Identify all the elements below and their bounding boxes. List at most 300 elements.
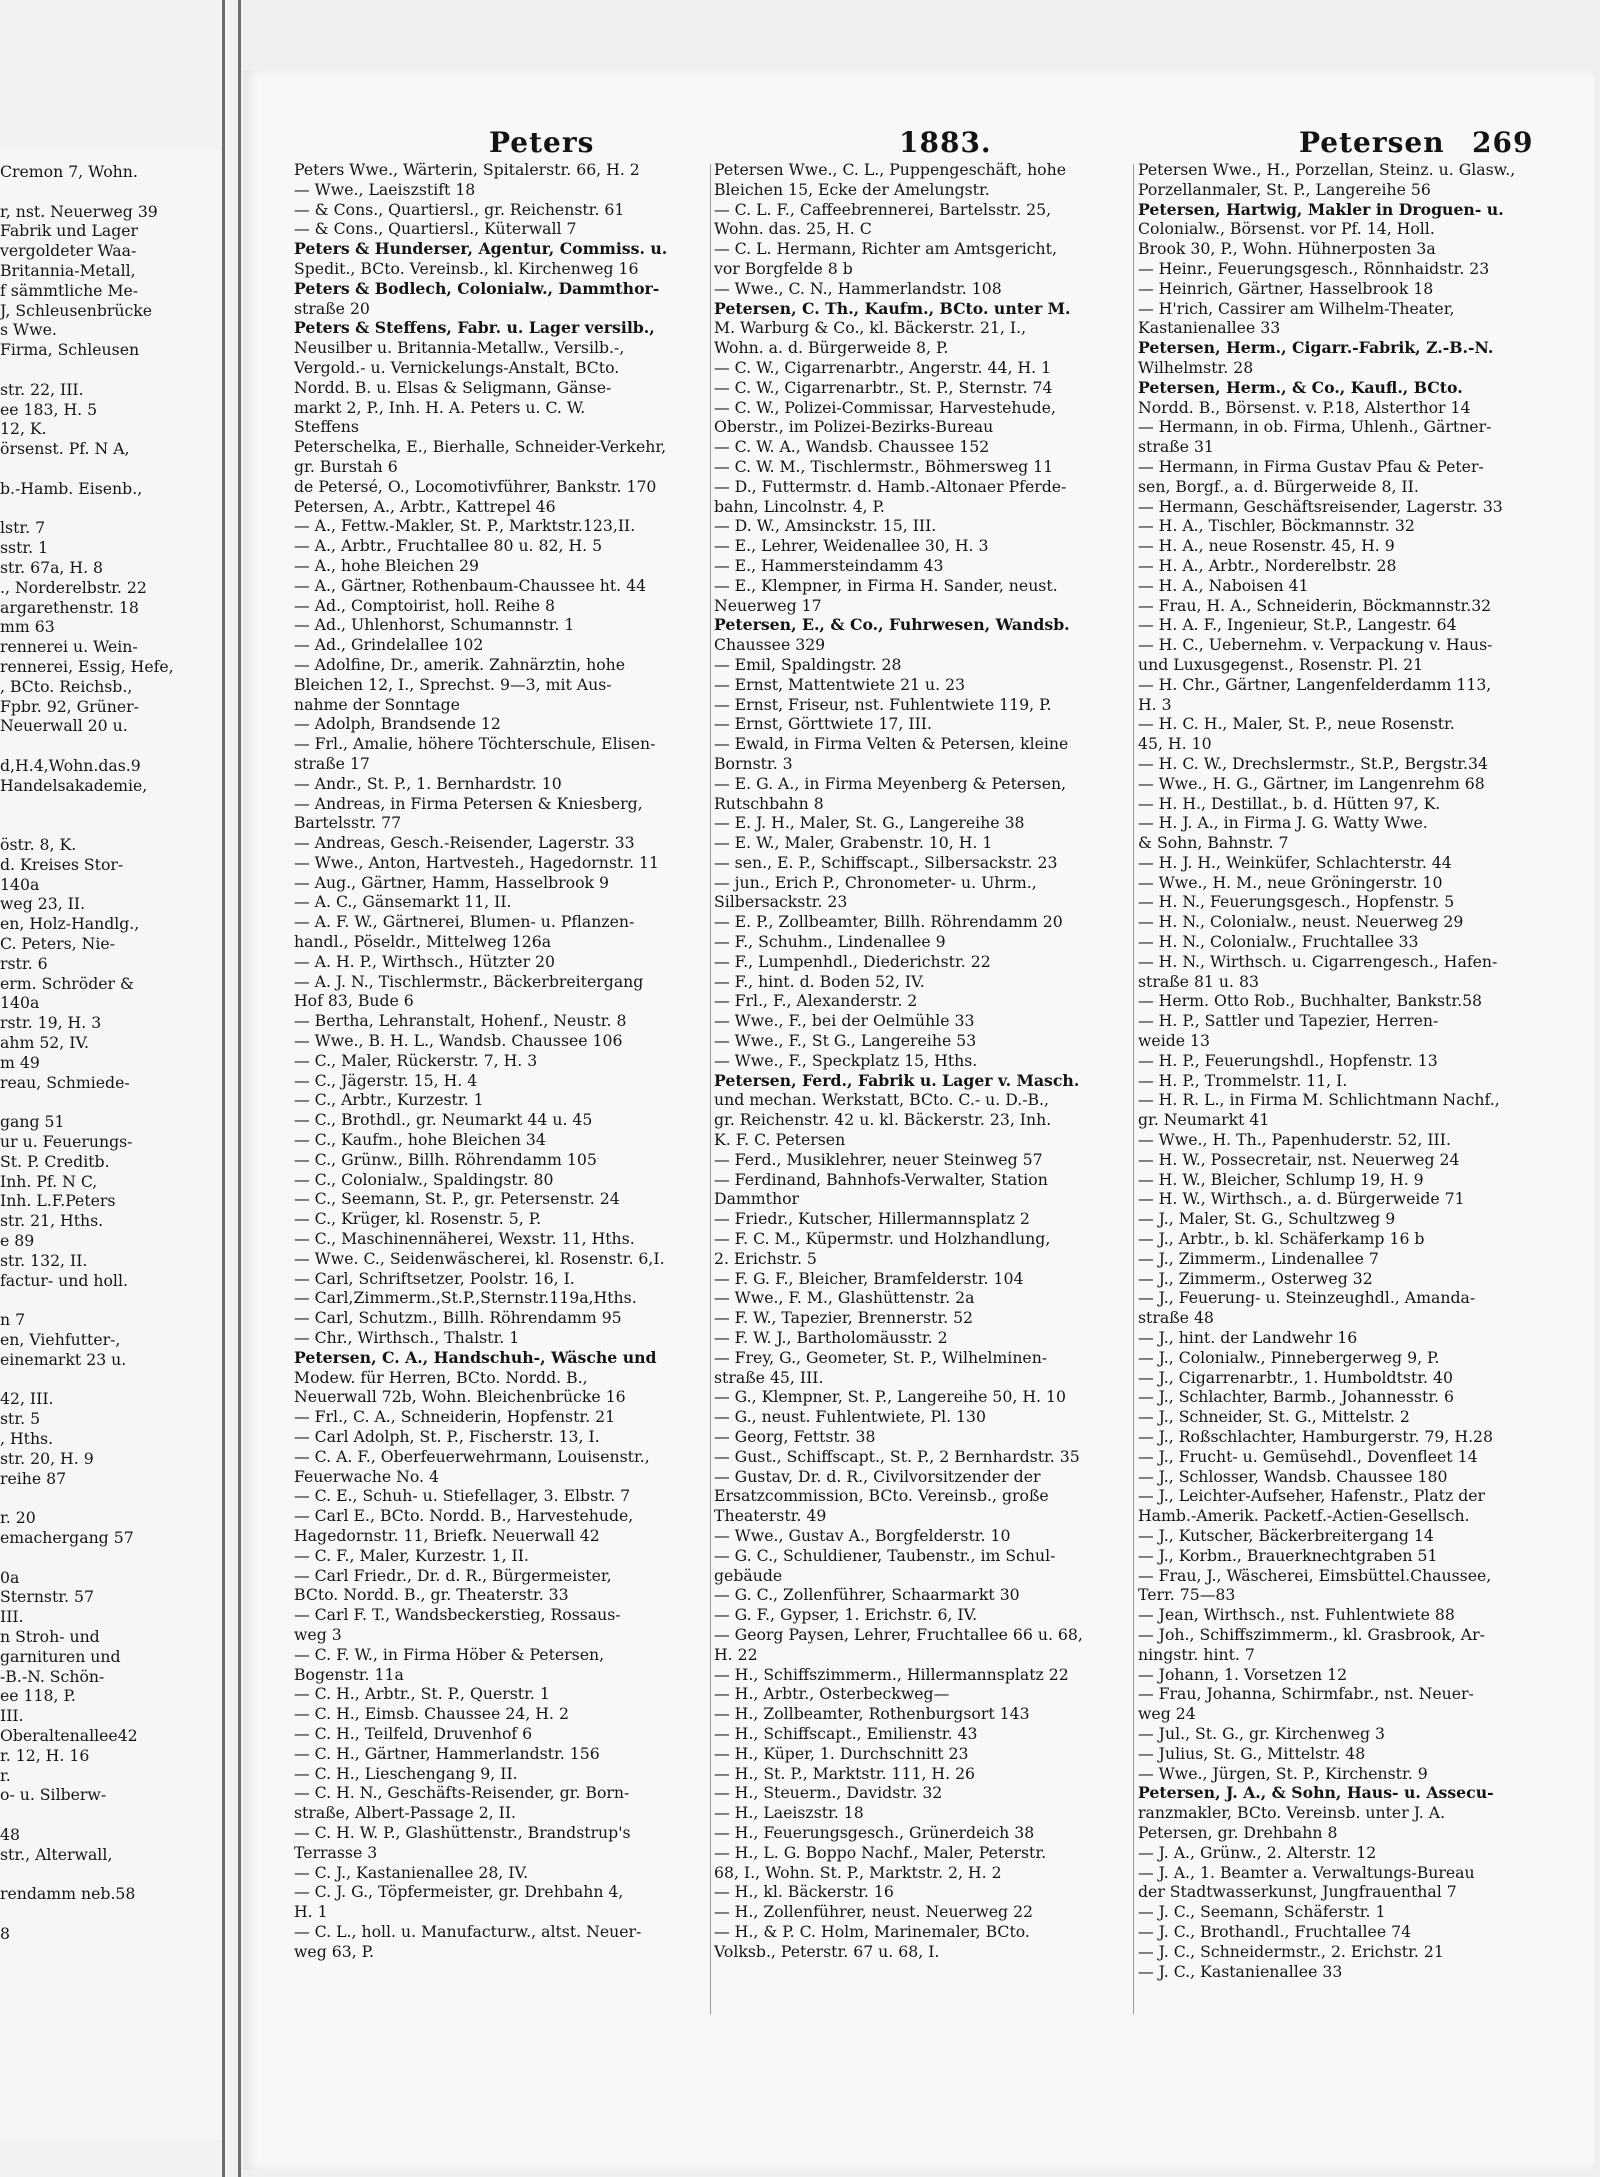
directory-entry-line: 2. Erichstr. 5 xyxy=(714,1248,817,1268)
directory-entry-line: Petersen Wwe., H., Porzellan, Steinz. u. Glasw., xyxy=(1138,160,1516,179)
directory-column-3 xyxy=(1138,160,1576,1981)
directory-entry-line: handl., Pöseldr., Mittelweg 126a xyxy=(294,932,552,952)
previous-page-line: , Hths. xyxy=(0,1429,54,1448)
previous-page-line: str., Alterwall, xyxy=(0,1844,113,1864)
directory-entry-line: — C. H., Arbtr., St. P., Querstr. 1 xyxy=(294,1684,550,1704)
previous-page-line: r. 20 xyxy=(0,1508,36,1528)
directory-entry-line: — Ferdinand, Bahnhofs-Verwalter, Station xyxy=(714,1169,1048,1189)
directory-entry-line: H. 22 xyxy=(714,1644,758,1664)
previous-page-line: 8 xyxy=(0,1923,10,1943)
directory-entry-line: — Hermann, Geschäftsreisender, Lagerstr. 33 xyxy=(1138,496,1503,516)
directory-entry-line: markt 2, P., Inh. H. A. Peters u. C. W. xyxy=(294,397,586,417)
directory-entry-line: Peters Wwe., Wärterin, Spitalerstr. 66, H. 2 xyxy=(294,160,640,179)
directory-entry-line: — J., Colonialw., Pinnebergerweg 9, P. xyxy=(1138,1347,1440,1367)
directory-entry-line: weg 24 xyxy=(1138,1704,1196,1724)
directory-entry-line: — Carl Friedr., Dr. d. R., Bürgermeister, xyxy=(294,1565,612,1585)
previous-page-line: b.-Hamb. Eisenb., xyxy=(0,478,143,498)
directory-entry-line: straße 20 xyxy=(294,298,370,318)
directory-entry-line: — H. W., Possecretair, nst. Neuerweg 24 xyxy=(1138,1149,1460,1169)
previous-page-line: erm. Schröder & xyxy=(0,973,134,993)
directory-entry-line: Wohn. das. 25, H. C xyxy=(714,219,872,239)
previous-page-line: III. xyxy=(0,1706,24,1726)
directory-entry-line: — E. W., Maler, Grabenstr. 10, H. 1 xyxy=(714,833,993,853)
previous-page-line: 140a xyxy=(0,874,40,894)
directory-entry-line: — C., Maler, Rückerstr. 7, H. 3 xyxy=(294,1050,538,1070)
directory-entry-line: weg 3 xyxy=(294,1624,342,1644)
directory-entry-line: — H., Laeiszstr. 18 xyxy=(714,1803,864,1823)
directory-entry-line: — Hermann, in Firma Gustav Pfau & Peter- xyxy=(1138,456,1484,476)
directory-entry-line: — G. C., Zollenführer, Schaarmarkt 30 xyxy=(714,1585,1020,1605)
previous-page-line: weg 23, II. xyxy=(0,894,86,914)
previous-page-line: rstr. 19, H. 3 xyxy=(0,1013,102,1033)
directory-entry-line: — H., Schiffscapt., Emilienstr. 43 xyxy=(714,1723,978,1743)
directory-entry-line: Petersen, Hartwig, Makler in Droguen- u. xyxy=(1138,199,1504,219)
directory-entry-line: — C., Seemann, St. P., gr. Petersenstr. 24 xyxy=(294,1189,620,1209)
directory-entry-line: Petersen, gr. Drehbahn 8 xyxy=(1138,1822,1338,1842)
directory-entry-line: K. F. C. Petersen xyxy=(714,1130,846,1150)
previous-page-line xyxy=(0,736,222,756)
directory-entry-line: — A., Gärtner, Rothenbaum-Chaussee ht. 44 xyxy=(294,575,647,595)
directory-entry-line: — J., Roßschlachter, Hamburgerstr. 79, H.28 xyxy=(1138,1427,1494,1446)
directory-entry-line: — J. A., 1. Beamter a. Verwaltungs-Bureau xyxy=(1138,1862,1475,1882)
directory-entry-line: — H. C., Uebernehm. v. Verpackung v. Haus- xyxy=(1138,635,1493,655)
directory-entry-line: Chaussee 329 xyxy=(714,635,826,655)
directory-entry-line: — H., Schiffszimmerm., Hillermannsplatz 22 xyxy=(714,1664,1069,1684)
directory-entry-line: Oberstr., im Polizei-Bezirks-Bureau xyxy=(714,417,994,437)
directory-entry-line: — A. J. N., Tischlermstr., Bäckerbreitergang xyxy=(294,971,644,991)
directory-entry-line: — Wwe., B. H. L., Wandsb. Chaussee 106 xyxy=(294,1031,623,1051)
directory-entry-line: Brook 30, P., Wohn. Hühnerposten 3a xyxy=(1138,239,1436,259)
directory-entry-line: weide 13 xyxy=(1138,1031,1211,1051)
directory-entry-line: M. Warburg & Co., kl. Bäckerstr. 21, I., xyxy=(714,318,1027,338)
previous-page-line: argarethenstr. 18 xyxy=(0,597,139,617)
directory-entry-line: — H., Steuerm., Davidstr. 32 xyxy=(714,1783,943,1803)
running-head-right: Petersen xyxy=(1299,126,1445,159)
directory-entry-line: — C., Arbtr., Kurzestr. 1 xyxy=(294,1090,484,1110)
directory-entry-line: — H. R. L., in Firma M. Schlichtmann Nachf., xyxy=(1138,1090,1500,1110)
directory-entry-line: — C. F. W., in Firma Höber & Petersen, xyxy=(294,1644,605,1664)
directory-entry-line: Peters & Bodlech, Colonialw., Dammthor- xyxy=(294,278,660,298)
previous-page-line: J, Schleusenbrücke xyxy=(0,300,153,320)
directory-entry-line: — Ernst, Friseur, nst. Fuhlentwiete 119, P. xyxy=(714,694,1052,714)
previous-page-line: ee 183, H. 5 xyxy=(0,399,98,419)
previous-page-line: ee 118, P. xyxy=(0,1686,76,1706)
column-divider xyxy=(1133,164,1134,2014)
directory-entry-line: — H., & P. C. Holm, Marinemaler, BCto. xyxy=(714,1921,1030,1941)
directory-entry-line: Petersen, A., Arbtr., Kattrepel 46 xyxy=(294,496,556,516)
directory-entry-line: — Carl,Zimmerm.,St.P.,Sternstr.119a,Hths. xyxy=(294,1288,637,1308)
directory-entry-line: — Wwe. C., Seidenwäscherei, kl. Rosenstr. 6,I. xyxy=(294,1248,665,1268)
directory-entry-line: — H., Zollbeamter, Rothenburgsort 143 xyxy=(714,1704,1030,1724)
previous-page-line: lstr. 7 xyxy=(0,518,46,538)
directory-entry-line: — Carl, Schutzm., Billh. Röhrendamm 95 xyxy=(294,1308,622,1328)
page-year: 1883. xyxy=(899,126,992,159)
directory-entry-line: — H. A. F., Ingenieur, St.P., Langestr. 64 xyxy=(1138,615,1457,635)
directory-entry-line: — J., Leichter-Aufseher, Hafenstr., Platz der xyxy=(1138,1486,1486,1506)
directory-entry-line: — jun., Erich P., Chronometer- u. Uhrm., xyxy=(714,872,1037,892)
previous-page-line xyxy=(0,815,222,835)
directory-entry-line: — Frl., Amalie, höhere Töchterschule, Elisen- xyxy=(294,734,656,754)
directory-entry-line: sen, Borgf., a. d. Bürgerweide 8, II. xyxy=(1138,476,1419,496)
directory-entry-line: Petersen, E., & Co., Fuhrwesen, Wandsb. xyxy=(714,615,1070,635)
previous-page-line: garnituren und xyxy=(0,1646,121,1666)
directory-entry-line: — F. G. F., Bleicher, Bramfelderstr. 104 xyxy=(714,1268,1024,1288)
directory-entry-line: — H. A., Tischler, Böckmannstr. 32 xyxy=(1138,516,1415,536)
previous-page-line: en, Holz-Handlg., xyxy=(0,914,140,934)
directory-entry-line: — Ad., Comptoirist, holl. Reihe 8 xyxy=(294,595,556,615)
directory-entry-line: — Jean, Wirthsch., nst. Fuhlentwiete 88 xyxy=(1138,1605,1455,1625)
previous-page-line xyxy=(0,1488,222,1508)
directory-entry-line: — F. W. J., Bartholomäusstr. 2 xyxy=(714,1328,948,1348)
directory-entry-line: — Ernst, Mattentwiete 21 u. 23 xyxy=(714,674,966,694)
directory-entry-line: — Andreas, in Firma Petersen & Kniesberg, xyxy=(294,793,643,813)
directory-entry-line: — J., Maler, St. G., Schultzweg 9 xyxy=(1138,1209,1396,1229)
directory-entry-line: Neuerwall 72b, Wohn. Bleichenbrücke 16 xyxy=(294,1387,626,1407)
directory-entry-line: — A. F. W., Gärtnerei, Blumen- u. Pflanzen- xyxy=(294,912,635,932)
directory-entry-line: — H., L. G. Boppo Nachf., Maler, Peterstr. xyxy=(714,1842,1047,1862)
previous-page-line: emachergang 57 xyxy=(0,1527,134,1547)
directory-entry-line: weg 63, P. xyxy=(294,1941,375,1961)
previous-page-line: Handelsakademie, xyxy=(0,775,148,795)
directory-entry-line: Peters & Steffens, Fabr. u. Lager versilb., xyxy=(294,318,655,338)
directory-entry-line: — Frl., F., Alexanderstr. 2 xyxy=(714,991,918,1011)
previous-page-line: ur u. Feuerungs- xyxy=(0,1132,133,1152)
directory-entry-line: — Wwe., H. Th., Papenhuderstr. 52, III. xyxy=(1138,1130,1451,1150)
directory-entry-line: — Wwe., F. M., Glashüttenstr. 2a xyxy=(714,1288,975,1308)
directory-entry-line: Petersen, J. A., & Sohn, Haus- u. Assecu- xyxy=(1138,1783,1494,1803)
directory-entry-line: nahme der Sonntage xyxy=(294,694,460,714)
previous-page-line: Fabrik und Lager xyxy=(0,221,139,241)
directory-entry-line: — E., Hammersteindamm 43 xyxy=(714,555,944,575)
directory-entry-line: Petersen, C. Th., Kaufm., BCto. unter M. xyxy=(714,298,1071,318)
previous-page-line: Inh. Pf. N C, xyxy=(0,1171,98,1191)
previous-page-line: einemarkt 23 u. xyxy=(0,1349,127,1369)
directory-entry-line: — H. A., neue Rosenstr. 45, H. 9 xyxy=(1138,536,1395,556)
directory-entry-line: — C. H., Lieschengang 9, II. xyxy=(294,1763,518,1783)
previous-page-line xyxy=(0,1370,222,1390)
previous-page-line: 42, III. xyxy=(0,1389,54,1409)
directory-entry-line: — Andr., St. P., 1. Bernhardstr. 10 xyxy=(294,773,562,793)
directory-entry-line: — J. C., Seemann, Schäferstr. 1 xyxy=(1138,1902,1386,1922)
directory-entry-line: — F., Lumpenhdl., Diederichstr. 22 xyxy=(714,951,991,971)
directory-entry-line: Bleichen 15, Ecke der Amelungstr. xyxy=(714,179,990,199)
previous-page-line: C. Peters, Nie- xyxy=(0,934,115,954)
previous-page-line: östr. 8, K. xyxy=(0,835,77,855)
previous-page-line xyxy=(0,1290,222,1310)
directory-entry-line: — Ernst, Görttwiete 17, III. xyxy=(714,714,932,734)
directory-entry-line: straße 81 u. 83 xyxy=(1138,971,1259,991)
directory-entry-line: — Georg, Fettstr. 38 xyxy=(714,1427,876,1446)
directory-entry-line: — C. J., Kastanienallee 28, IV. xyxy=(294,1862,529,1882)
directory-entry-line: Bornstr. 3 xyxy=(714,753,793,773)
directory-entry-line: bahn, Lincolnstr. 4, P. xyxy=(714,496,885,516)
directory-entry-line: — H'rich, Cassirer am Wilhelm-Theater, xyxy=(1138,298,1455,318)
directory-entry-line: — H. W., Wirthsch., a. d. Bürgerweide 71 xyxy=(1138,1189,1465,1209)
directory-entry-line: — D., Futtermstr. d. Hamb.-Altonaer Pferde- xyxy=(714,476,1067,496)
directory-entry-line: — Julius, St. G., Mittelstr. 48 xyxy=(1138,1743,1366,1763)
directory-entry-line: — Gust., Schiffscapt., St. P., 2 Bernhardstr. 35 xyxy=(714,1446,1080,1466)
directory-entry-line: — Wwe., H. M., neue Gröningerstr. 10 xyxy=(1138,872,1443,892)
directory-entry-line: Kastanienallee 33 xyxy=(1138,318,1281,338)
directory-entry-line: — A. C., Gänsemarkt 11, II. xyxy=(294,892,512,912)
directory-entry-line: — Wwe., H. G., Gärtner, im Langenrehm 68 xyxy=(1138,773,1485,793)
directory-entry-line: — Bertha, Lehranstalt, Hohenf., Neustr. 8 xyxy=(294,1011,627,1031)
directory-entry-line: — C. H. W. P., Glashüttenstr., Brandstrup's xyxy=(294,1822,631,1842)
directory-entry-line: — C., Maschinennäherei, Wexstr. 11, Hths. xyxy=(294,1229,635,1249)
previous-page-line xyxy=(0,1865,222,1885)
directory-entry-line: — J., Zimmerm., Lindenallee 7 xyxy=(1138,1248,1379,1268)
directory-entry-line: — H. J. A., in Firma J. G. Watty Wwe. xyxy=(1138,813,1428,833)
directory-entry-line: — E. J. H., Maler, St. G., Langereihe 38 xyxy=(714,813,1025,833)
directory-entry-line: — J., Frucht- u. Gemüsehdl., Dovenfleet 14 xyxy=(1138,1446,1478,1466)
directory-entry-line: Silbersackstr. 23 xyxy=(714,892,848,912)
directory-entry-line: — H. A., Arbtr., Norderelbstr. 28 xyxy=(1138,555,1397,575)
previous-page-line: rendamm neb.58 xyxy=(0,1884,136,1904)
previous-page-line: rstr. 6 xyxy=(0,953,48,973)
previous-page-line: r. xyxy=(0,1765,11,1785)
directory-entry-line: — Joh., Schiffszimmerm., kl. Grasbrook, Ar- xyxy=(1138,1624,1485,1644)
directory-entry-line: — Carl E., BCto. Nordd. B., Harvestehude, xyxy=(294,1506,634,1526)
previous-page-text-column xyxy=(0,162,222,1944)
directory-entry-line: & Sohn, Bahnstr. 7 xyxy=(1138,833,1289,853)
previous-page-line: Sternstr. 57 xyxy=(0,1587,95,1607)
directory-entry-line: — Emil, Spaldingstr. 28 xyxy=(714,654,902,674)
directory-entry-line: — A., Fettw.-Makler, St. P., Marktstr.123,II. xyxy=(294,516,636,536)
previous-page-fragment xyxy=(0,150,222,2140)
directory-entry-line: — H., Küper, 1. Durchschnitt 23 xyxy=(714,1743,969,1763)
directory-entry-line: — J., Zimmerm., Osterweg 32 xyxy=(1138,1268,1373,1288)
directory-entry-line: — J., Schneider, St. G., Mittelstr. 2 xyxy=(1138,1407,1410,1427)
previous-page-line: s Wwe. xyxy=(0,320,57,340)
directory-entry-line: Terr. 75—83 xyxy=(1138,1585,1236,1605)
directory-entry-line: — H. N., Colonialw., Fruchtallee 33 xyxy=(1138,932,1419,952)
directory-entry-line: — Heinr., Feuerungsgesch., Rönnhaidstr. 23 xyxy=(1138,258,1490,278)
directory-entry-line: — G., neust. Fuhlentwiete, Pl. 130 xyxy=(714,1407,987,1427)
directory-entry-line: Peterschelka, E., Bierhalle, Schneider-Verkehr, xyxy=(294,437,667,457)
directory-entry-line: — C. H., Teilfeld, Druvenhof 6 xyxy=(294,1723,533,1743)
previous-page-line: Britannia-Metall, xyxy=(0,260,136,280)
directory-entry-line: — Frey, G., Geometer, St. P., Wilhelminen- xyxy=(714,1347,1048,1367)
directory-entry-line: Bogenstr. 11a xyxy=(294,1664,404,1684)
previous-page-line: f sämmtliche Me- xyxy=(0,280,139,300)
directory-entry-line: — C. A. F., Oberfeuerwehrmann, Louisenstr., xyxy=(294,1446,650,1466)
directory-entry-line: — Ad., Grindelallee 102 xyxy=(294,635,484,655)
directory-entry-line: Hagedornstr. 11, Briefk. Neuerwall 42 xyxy=(294,1525,600,1545)
previous-page-line: Cremon 7, Wohn. xyxy=(0,162,138,181)
directory-entry-line: — C., Grünw., Billh. Röhrendamm 105 xyxy=(294,1149,597,1169)
previous-page-line: gang 51 xyxy=(0,1112,65,1132)
directory-entry-line: — C., Colonialw., Spaldingstr. 80 xyxy=(294,1169,554,1189)
directory-entry-line: — C. L. F., Caffeebrennerei, Bartelsstr. 25, xyxy=(714,199,1052,219)
directory-entry-line: — Carl, Schriftsetzer, Poolstr. 16, I. xyxy=(294,1268,575,1288)
directory-entry-line: — Georg Paysen, Lehrer, Fruchtallee 66 u. 68, xyxy=(714,1624,1083,1644)
previous-page-line: str. 5 xyxy=(0,1409,41,1429)
directory-entry-line: Dammthor xyxy=(714,1189,800,1209)
page-number: 269 xyxy=(1472,126,1534,159)
previous-page-line: d,H.4,Wohn.das.9 xyxy=(0,755,141,775)
directory-entry-line: 45, H. 10 xyxy=(1138,734,1212,754)
previous-page-line: örsenst. Pf. N A, xyxy=(0,439,130,459)
directory-entry-line: — Carl F. T., Wandsbeckerstieg, Rossaus- xyxy=(294,1605,621,1625)
directory-entry-line: Nordd. B., Börsenst. v. P.18, Alsterthor 14 xyxy=(1138,397,1471,417)
directory-entry-line: — Wwe., F., Speckplatz 15, Hths. xyxy=(714,1050,978,1070)
previous-page-line: m 49 xyxy=(0,1052,40,1072)
directory-entry-line: Ersatzcommission, BCto. Vereinsb., große xyxy=(714,1486,1049,1506)
directory-entry-line: — C. H. N., Geschäfts-Reisender, gr. Born- xyxy=(294,1783,630,1803)
directory-entry-line: Wohn. a. d. Bürgerweide 8, P. xyxy=(714,338,949,358)
directory-entry-line: — Heinrich, Gärtner, Hasselbrook 18 xyxy=(1138,278,1434,298)
directory-entry-line: 68, I., Wohn. St. P., Marktstr. 2, H. 2 xyxy=(714,1862,1002,1882)
directory-entry-line: Petersen, Ferd., Fabrik u. Lager v. Masch. xyxy=(714,1070,1080,1090)
directory-entry-line: — F. C. M., Küpermstr. und Holzhandlung, xyxy=(714,1229,1051,1249)
directory-entry-line: — C., Kaufm., hohe Bleichen 34 xyxy=(294,1130,546,1150)
directory-entry-line: — Wwe., Jürgen, St. P., Kirchenstr. 9 xyxy=(1138,1763,1428,1783)
previous-page-line: 48 xyxy=(0,1824,20,1844)
column-divider xyxy=(710,164,711,2014)
previous-page-line: str. 67a, H. 8 xyxy=(0,557,104,577)
directory-entry-line: de Petersé, O., Locomotivführer, Bankstr. 170 xyxy=(294,476,657,496)
directory-entry-line: H. 3 xyxy=(1138,694,1172,714)
directory-entry-line: — Adolph, Brandsende 12 xyxy=(294,714,501,734)
directory-entry-line: Wilhelmstr. 28 xyxy=(1138,357,1254,377)
directory-entry-line: Petersen Wwe., C. L., Puppengeschäft, hohe xyxy=(714,160,1067,179)
directory-entry-line: — C. F., Maler, Kurzestr. 1, II. xyxy=(294,1545,529,1565)
previous-page-line: Oberaltenallee42 xyxy=(0,1725,138,1745)
directory-entry-line: — C. W. A., Wandsb. Chaussee 152 xyxy=(714,437,990,457)
directory-entry-line: H. 1 xyxy=(294,1902,328,1922)
directory-entry-line: — J., Kutscher, Bäckerbreitergang 14 xyxy=(1138,1525,1434,1545)
directory-entry-line: — J., Arbtr., b. kl. Schäferkamp 16 b xyxy=(1138,1229,1425,1249)
previous-page-line xyxy=(0,1548,222,1568)
directory-column-1 xyxy=(294,160,710,1962)
directory-entry-line: — Ad., Uhlenhorst, Schumannstr. 1 xyxy=(294,615,575,635)
directory-entry-line: — Herm. Otto Rob., Buchhalter, Bankstr.58 xyxy=(1138,991,1483,1011)
directory-entry-line: — H., kl. Bäckerstr. 16 xyxy=(714,1882,894,1902)
previous-page-line: o- u. Silberw- xyxy=(0,1785,107,1805)
directory-column-2 xyxy=(714,160,1130,1962)
directory-entry-line: Neusilber u. Britannia-Metallw., Versilb.-, xyxy=(294,338,625,358)
previous-page-line: St. P. Creditb. xyxy=(0,1151,110,1171)
previous-page-line: str. 22, III. xyxy=(0,379,84,399)
directory-entry-line: straße 31 xyxy=(1138,437,1214,457)
directory-entry-line: Porzellanmaler, St. P., Langereihe 56 xyxy=(1138,179,1431,199)
directory-entry-line: Volksb., Peterstr. 67 u. 68, I. xyxy=(714,1941,940,1961)
directory-entry-line: — Ewald, in Firma Velten & Petersen, kleine xyxy=(714,734,1069,754)
previous-page-line: str. 21, Hths. xyxy=(0,1211,104,1231)
directory-entry-line: — Wwe., F., bei der Oelmühle 33 xyxy=(714,1011,975,1031)
directory-entry-line: — H., Feuerungsgesch., Grünerdeich 38 xyxy=(714,1822,1035,1842)
directory-entry-line: — C., Krüger, kl. Rosenstr. 5, P. xyxy=(294,1209,542,1229)
directory-entry-line: — E., Lehrer, Weidenallee 30, H. 3 xyxy=(714,536,989,556)
previous-page-line: str. 20, H. 9 xyxy=(0,1448,94,1468)
directory-entry-line: — A., hohe Bleichen 29 xyxy=(294,555,479,575)
directory-entry-line: — H. C. H., Maler, St. P., neue Rosenstr. xyxy=(1138,714,1455,734)
previous-page-line: mm 63 xyxy=(0,617,55,637)
directory-entry-line: — H. N., Wirthsch. u. Cigarrengesch., Hafen- xyxy=(1138,951,1498,971)
previous-page-line: Inh. L.F.Peters xyxy=(0,1191,116,1211)
directory-entry-line: — Frau, J., Wäscherei, Eimsbüttel.Chaussee, xyxy=(1138,1565,1492,1585)
directory-entry-line: Petersen, Herm., & Co., Kaufl., BCto. xyxy=(1138,377,1463,397)
directory-entry-line: Hamb.-Amerik. Packetf.-Actien-Gesellsch. xyxy=(1138,1506,1470,1526)
directory-entry-line: — E., Klempner, in Firma H. Sander, neust. xyxy=(714,575,1058,595)
directory-entry-line: — Carl Adolph, St. P., Fischerstr. 13, I. xyxy=(294,1427,600,1446)
previous-page-line: Firma, Schleusen xyxy=(0,340,140,360)
directory-entry-line: — F., Schuhm., Lindenallee 9 xyxy=(714,932,946,952)
previous-page-line: , BCto. Reichsb., xyxy=(0,676,133,696)
directory-entry-line: — H. W., Bleicher, Schlump 19, H. 9 xyxy=(1138,1169,1424,1189)
previous-page-line: ahm 52, IV. xyxy=(0,1033,90,1053)
directory-entry-line: vor Borgfelde 8 b xyxy=(714,258,853,278)
previous-page-line: Neuerwall 20 u. xyxy=(0,716,128,736)
directory-entry-line: — Chr., Wirthsch., Thalstr. 1 xyxy=(294,1328,520,1348)
previous-page-line xyxy=(0,796,222,816)
directory-entry-line: — J. C., Schneidermstr., 2. Erichstr. 21 xyxy=(1138,1941,1444,1961)
directory-entry-line: — Wwe., C. N., Hammerlandstr. 108 xyxy=(714,278,1002,298)
directory-entry-line: BCto. Nordd. B., gr. Theaterstr. 33 xyxy=(294,1585,569,1605)
directory-entry-line: Vergold.- u. Vernickelungs-Anstalt, BCto. xyxy=(294,357,620,377)
directory-entry-line: — J., Cigarrenarbtr., 1. Humboldtstr. 40 xyxy=(1138,1367,1453,1387)
directory-entry-line: — J., Feuerung- u. Steinzeughdl., Amanda- xyxy=(1138,1288,1476,1308)
directory-entry-line: — Wwe., Gustav A., Borgfelderstr. 10 xyxy=(714,1525,1011,1545)
directory-entry-line: Peters & Hunderser, Agentur, Commiss. u. xyxy=(294,239,668,259)
previous-page-line: 0a xyxy=(0,1567,20,1587)
previous-page-line: str. 132, II. xyxy=(0,1250,88,1270)
directory-entry-line: Steffens xyxy=(294,417,359,437)
directory-entry-line: Spedit., BCto. Vereinsb., kl. Kirchenweg 16 xyxy=(294,258,639,278)
directory-entry-line: — Wwe., F., St G., Langereihe 53 xyxy=(714,1031,977,1051)
previous-page-line xyxy=(0,1805,222,1825)
previous-page-line: Fpbr. 92, Grüner- xyxy=(0,696,139,716)
directory-entry-line: — Johann, 1. Vorsetzen 12 xyxy=(1138,1664,1348,1684)
directory-entry-line: straße 17 xyxy=(294,753,370,773)
directory-entry-line: — C. W., Polizei-Commissar, Harvestehude, xyxy=(714,397,1056,417)
directory-entry-line: Feuerwache No. 4 xyxy=(294,1466,439,1486)
directory-entry-line: Colonialw., Börsenst. vor Pf. 14, Holl. xyxy=(1138,219,1435,239)
previous-page-line: e 89 xyxy=(0,1231,35,1251)
directory-entry-line: Bleichen 12, I., Sprechst. 9—3, mit Aus- xyxy=(294,674,612,694)
previous-page-line: rennerei, Essig, Hefe, xyxy=(0,656,174,676)
directory-entry-line: — H. Chr., Gärtner, Langenfelderdamm 113, xyxy=(1138,674,1492,694)
book-spine-line-inner xyxy=(238,0,241,2177)
previous-page-line: vergoldeter Waa- xyxy=(0,241,137,261)
previous-page-line: sstr. 1 xyxy=(0,538,49,558)
previous-page-line: ., Norderelbstr. 22 xyxy=(0,577,147,597)
directory-entry-line: — F., hint. d. Boden 52, IV. xyxy=(714,971,925,991)
directory-entry-line: gr. Neumarkt 41 xyxy=(1138,1110,1270,1130)
directory-entry-line: und mechan. Werkstatt, BCto. C.- u. D.-B., xyxy=(714,1090,1050,1110)
directory-entry-line: — Friedr., Kutscher, Hillermannsplatz 2 xyxy=(714,1209,1030,1229)
directory-entry-line: — & Cons., Quartiersl., gr. Reichenstr. 61 xyxy=(294,199,625,219)
directory-entry-line: — C. H., Eimsb. Chaussee 24, H. 2 xyxy=(294,1704,569,1724)
directory-entry-line: — J. A., Grünw., 2. Alterstr. 12 xyxy=(1138,1842,1377,1862)
directory-entry-line: — J., Schlachter, Barmb., Johannesstr. 6 xyxy=(1138,1387,1455,1407)
directory-entry-line: — Frau, Johanna, Schirmfabr., nst. Neuer- xyxy=(1138,1684,1474,1704)
directory-entry-line: — H., Arbtr., Osterbeckweg— xyxy=(714,1684,950,1704)
directory-entry-line: straße 45, III. xyxy=(714,1367,824,1387)
directory-entry-line: straße, Albert-Passage 2, II. xyxy=(294,1803,517,1823)
directory-entry-line: — H. P., Feuerungshdl., Hopfenstr. 13 xyxy=(1138,1050,1438,1070)
previous-page-line: factur- und holl. xyxy=(0,1270,128,1290)
directory-entry-line: — J. C., Kastanienallee 33 xyxy=(1138,1961,1343,1981)
directory-entry-line: gr. Burstah 6 xyxy=(294,456,398,476)
directory-entry-line: — Hermann, in ob. Firma, Uhlenh., Gärtner- xyxy=(1138,417,1492,437)
directory-entry-line: gebäude xyxy=(714,1565,783,1585)
directory-entry-line: straße 48 xyxy=(1138,1308,1214,1328)
directory-entry-line: — G., Klempner, St. P., Langereihe 50, H. 10 xyxy=(714,1387,1066,1407)
directory-entry-line: — H. J. H., Weinküfer, Schlachterstr. 44 xyxy=(1138,852,1452,872)
directory-entry-line: — Wwe., Anton, Hartvesteh., Hagedornstr. 11 xyxy=(294,852,659,872)
previous-page-line: 140a xyxy=(0,993,40,1013)
